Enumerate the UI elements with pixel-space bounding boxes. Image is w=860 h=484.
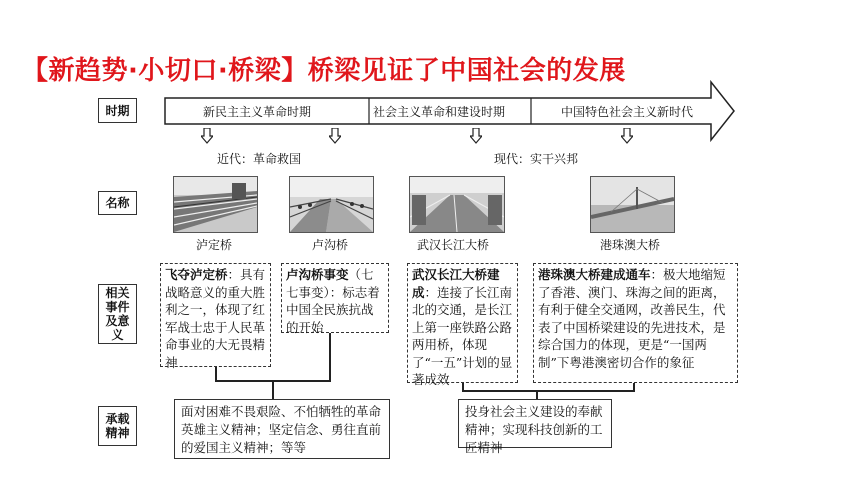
event-head-hzm: 港珠澳大桥建成通车: [538, 267, 651, 282]
down-arrow-icon: [470, 128, 482, 144]
row-label-events-text: 相关事件及意义: [105, 286, 130, 342]
bridge-name-luding: 泸定桥: [196, 238, 233, 252]
hongkong-zhuhai-macao-bridge-photo: [590, 176, 675, 233]
luding-bridge-photo: [173, 176, 258, 233]
down-arrow-icon: [329, 128, 341, 144]
row-label-name: 名称: [98, 191, 137, 215]
event-head-luding: 飞夺泸定桥: [165, 267, 228, 282]
row-label-spirit-text: 承载精神: [105, 412, 130, 440]
spirit-box-revolution: 面对困难不畏艰险、不怕牺牲的革命英雄主义精神；坚定信念、勇往直前的爱国主义精神；等等: [174, 399, 390, 459]
timeline-segment-2: 社会主义革命和建设时期: [373, 105, 506, 119]
page-title: 【新趋势·小切口·桥梁】桥梁见证了中国社会的发展: [22, 56, 626, 86]
bridge-name-lugou: 卢沟桥: [312, 238, 349, 252]
connector: [329, 333, 331, 381]
wuhan-bridge-photo: [409, 176, 505, 233]
event-body-wuhan: ：连接了长江南北的交通，是长江上第一座铁路公路两用桥，体现了“一五”计划的显著成效: [412, 284, 513, 387]
bridge-name-hzm: 港珠澳大桥: [600, 238, 661, 252]
event-box-luding: [160, 263, 271, 370]
down-arrow-icon: [201, 128, 213, 144]
timeline-segment-1: 新民主主义革命时期: [203, 105, 312, 119]
event-box-wuhan: [407, 263, 518, 387]
event-box-lugou: [281, 263, 389, 333]
group-label-modern: 近代：革命救国: [217, 152, 302, 166]
connector: [215, 367, 217, 381]
bridge-name-wuhan: 武汉长江大桥: [417, 238, 490, 252]
event-head-lugou: 卢沟桥事变: [286, 267, 349, 282]
event-head-wuhan: 武汉长江大桥建成: [412, 267, 500, 300]
group-label-contemporary: 现代：实干兴邦: [494, 152, 579, 166]
timeline-segment-3: 中国特色社会主义新时代: [561, 105, 694, 119]
event-box-hzm: [533, 263, 738, 383]
event-body-luding: ：具有战略意义的重大胜利之一，体现了红军战士忠于人民革命事业的大无畏精神: [165, 267, 266, 370]
event-body-lugou: （七七事变）：标志着中国全民族抗战的开始: [286, 267, 380, 335]
down-arrow-icon: [621, 128, 633, 144]
connector: [462, 390, 635, 392]
event-body-hzm: ：极大地缩短了香港、澳门、珠海之间的距离，有利于健全交通网，改善民生，代表了中国桥梁建设的先进技术，是综合国力的体现，更是“一国两制”下粤港澳密切合作的象征: [538, 267, 726, 370]
row-label-spirit: [98, 406, 137, 446]
connector: [272, 380, 274, 400]
row-label-period: 时期: [98, 98, 137, 123]
spirit-box-construction: 投身社会主义建设的奉献精神；实现科技创新的工匠精神: [458, 399, 612, 448]
row-label-events: [98, 284, 137, 344]
lugou-bridge-photo: [289, 176, 374, 233]
